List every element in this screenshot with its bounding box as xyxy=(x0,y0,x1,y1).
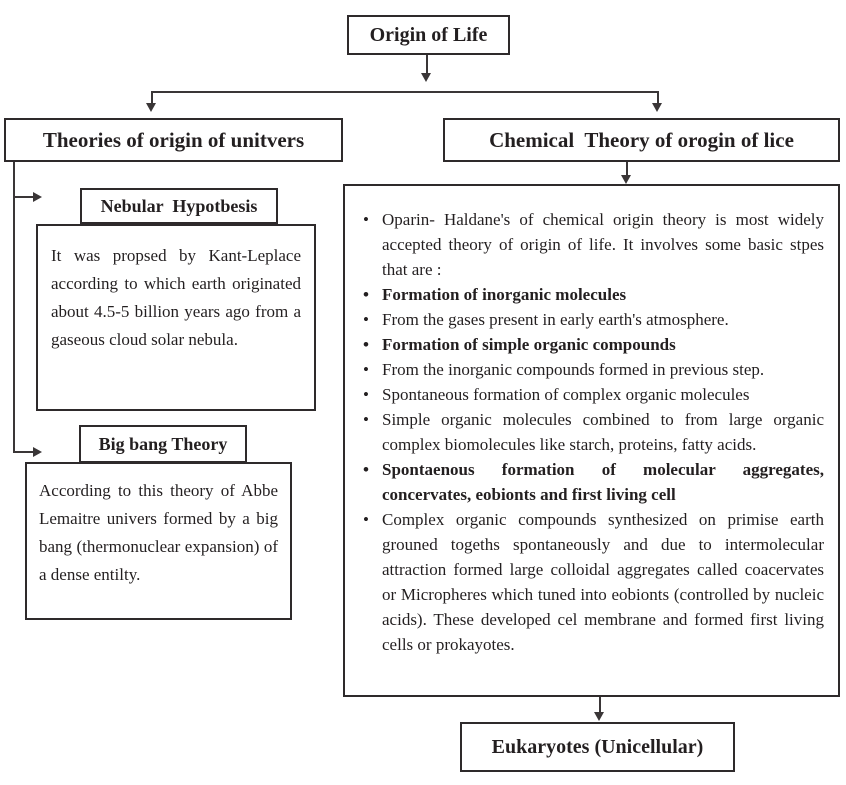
connector-to-nebular xyxy=(13,196,35,198)
node-theories-of-origin-header xyxy=(4,118,343,162)
node-nebular-hypothesis-body xyxy=(36,224,316,411)
bullet-item: • Oparin- Haldane's of chemical origin theory is most widely accepted theory of origin of life. It involves some basic stpes that are : xyxy=(355,207,824,282)
arrowhead-down-icon xyxy=(146,103,156,112)
arrowhead-right-icon xyxy=(33,447,42,457)
node-eukaryotes xyxy=(460,722,735,772)
bullet-item: • Formation of simple organic compounds xyxy=(355,332,824,357)
node-origin-of-life xyxy=(347,15,510,55)
bullet-item: • Complex organic compounds synthesized on primise earth grouned togeths spontaneously and due to intermolecular attraction formed large colloidal aggregates called coacervates or Micropheres which tuned into eobionts (controlled by nucleic acids). These developed cel membrane and formed first living cells or prokayotes. xyxy=(355,507,824,657)
nebular-title-label: Nebular Hypotbesis xyxy=(100,195,258,216)
connector-split-bar xyxy=(151,91,659,93)
chemical-bullet-list xyxy=(355,207,824,657)
connector-details-to-eukaryotes xyxy=(599,697,601,713)
arrowhead-down-icon xyxy=(652,103,662,112)
big-bang-body-text: According to this theory of Abbe Lemaitre univers formed by a big bang (thermonuclear expansion) of a dense entilty. xyxy=(39,481,278,584)
bullet-item: • Spontaenous formation of molecular aggregates, concervates, eobionts and first living cell xyxy=(355,457,824,507)
connector-left-branch-spine xyxy=(13,162,15,453)
arrowhead-down-icon xyxy=(594,712,604,721)
node-big-bang-title xyxy=(79,425,247,463)
arrowhead-down-icon xyxy=(421,73,431,82)
bullet-item: • From the inorganic compounds formed in previous step. xyxy=(355,357,824,382)
node-eukaryotes-label: Eukaryotes (Unicellular) xyxy=(491,735,704,758)
bullet-item: • Formation of inorganic molecules xyxy=(355,282,824,307)
connector-header-to-details xyxy=(626,162,628,176)
node-nebular-hypothesis-title xyxy=(80,188,278,224)
big-bang-title-label: Big bang Theory xyxy=(98,433,228,454)
arrowhead-right-icon xyxy=(33,192,42,202)
connector-origin-stem xyxy=(426,55,428,75)
bullet-item: • Spontaneous formation of complex organic molecules xyxy=(355,382,824,407)
node-origin-of-life-label: Origin of Life xyxy=(369,23,488,46)
node-theories-of-origin-label: Theories of origin of unitvers xyxy=(42,127,305,152)
node-chemical-theory-header xyxy=(443,118,840,162)
node-big-bang-body xyxy=(25,462,292,620)
nebular-body-text: It was propsed by Kant-Leplace according to which earth originated about 4.5-5 billion years ago from a gaseous cloud solar nebula. xyxy=(51,246,301,349)
bullet-item: • Simple organic molecules combined to from large organic complex biomolecules like starch, proteins, fatty acids. xyxy=(355,407,824,457)
bullet-item: • From the gases present in early earth's atmosphere. xyxy=(355,307,824,332)
connector-to-bigbang xyxy=(13,451,35,453)
node-chemical-theory-label: Chemical Theory of orogin of lice xyxy=(489,127,794,152)
node-chemical-theory-details xyxy=(343,184,840,697)
arrowhead-down-icon xyxy=(621,175,631,184)
